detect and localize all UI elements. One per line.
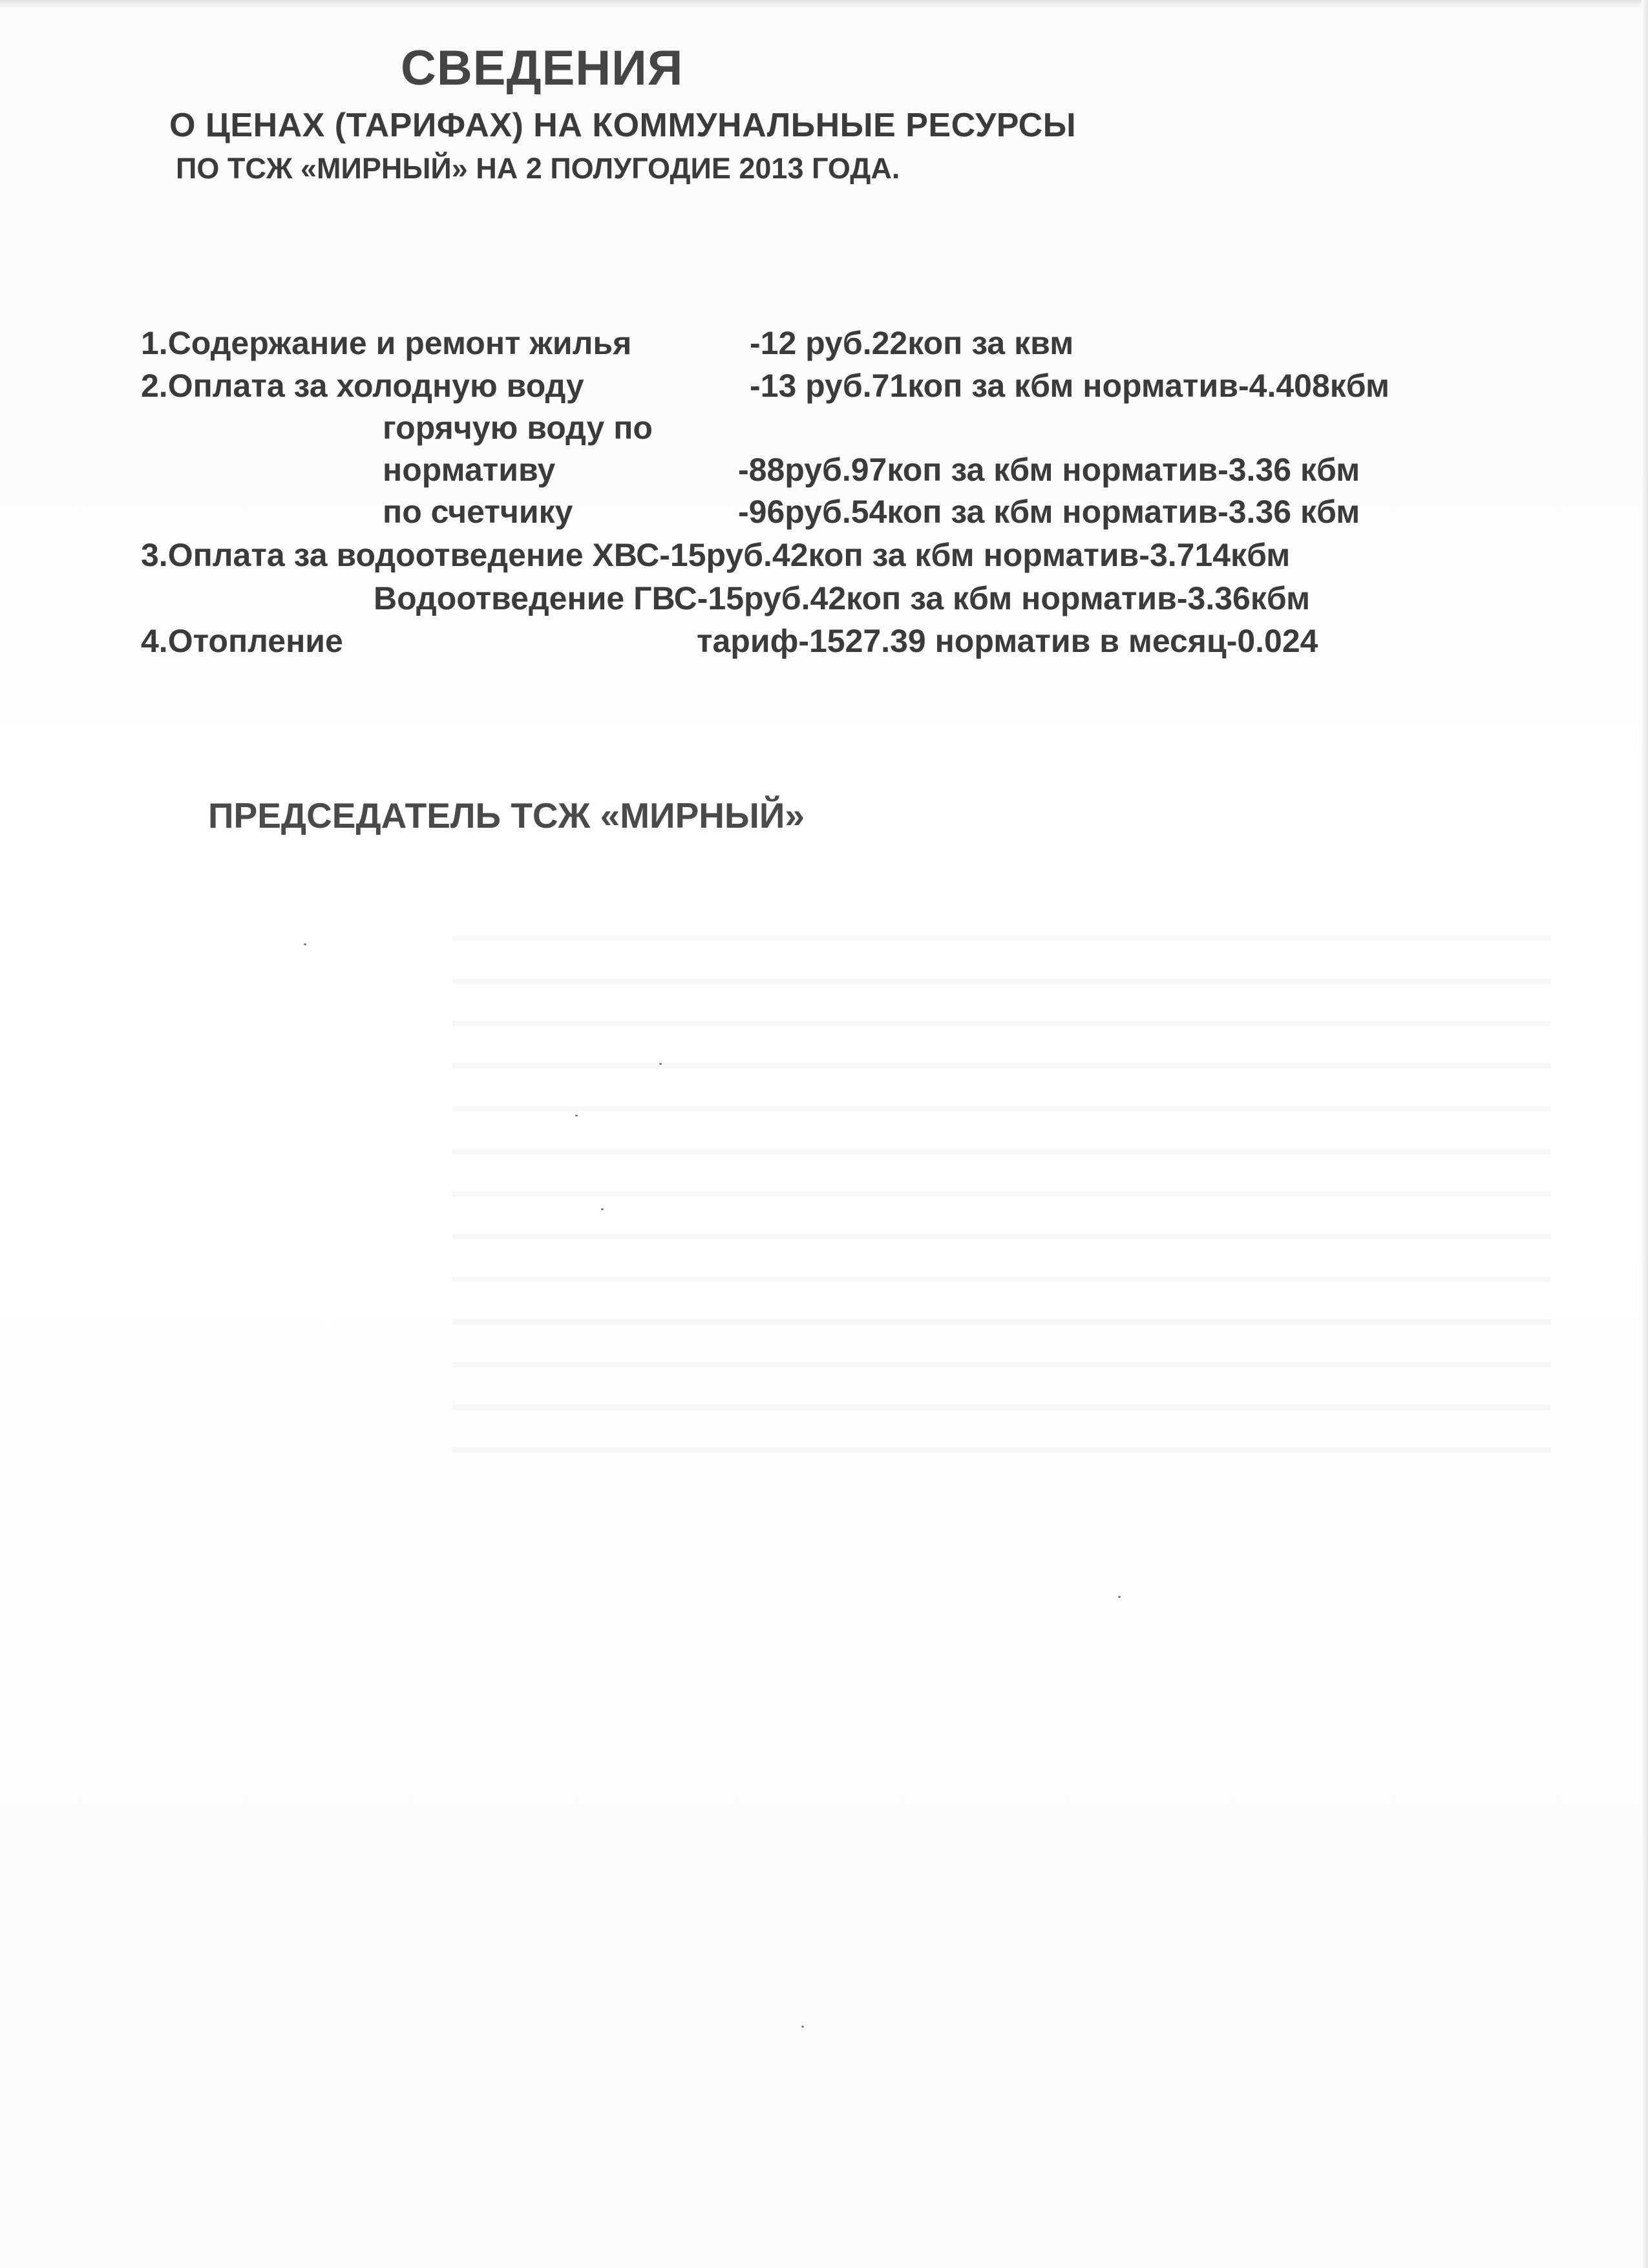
item-label: 2.Оплата за холодную воду: [141, 368, 584, 404]
item-value: -13 руб.71коп за кбм норматив-4.408кбм: [750, 368, 1389, 404]
item-label: нормативу: [383, 452, 556, 488]
item-label: 4.Отопление: [141, 623, 343, 659]
item-label: 1.Содержание и ремонт жилья: [141, 325, 632, 361]
item-value: -88руб.97коп за кбм норматив-3.36 кбм: [738, 452, 1360, 488]
document-subtitle-line1: О ЦЕНАХ (ТАРИФАХ) НА КОММУНАЛЬНЫЕ РЕСУРСЫ: [169, 107, 1077, 144]
item-value: -96руб.54коп за кбм норматив-3.36 кбм: [738, 494, 1360, 530]
item-label: 3.Оплата за водоотведение ХВС-15руб.42коп за кбм норматив-3.714кбм: [141, 537, 1291, 573]
document-subtitle-line2: ПО ТСЖ «МИРНЫЙ» НА 2 ПОЛУГОДИЕ 2013 ГОДА.: [176, 152, 900, 185]
item-label: Водоотведение ГВС-15руб.42коп за кбм норматив-3.36кбм: [374, 580, 1311, 616]
item-label: горячую воду по: [383, 410, 653, 446]
scan-speck: [1118, 1596, 1121, 1598]
scan-edge-right: [1642, 0, 1648, 2268]
item-label: по счетчику: [383, 494, 573, 530]
scan-speck: [304, 943, 306, 945]
item-value: тариф-1527.39 норматив в месяц-0.024: [697, 623, 1318, 659]
scan-speck: [575, 1115, 578, 1117]
item-value: -12 руб.22коп за квм: [750, 325, 1074, 361]
scan-speck: [801, 2026, 804, 2028]
scan-edge-top: [0, 0, 1648, 9]
chairman-signature: ПРЕДСЕДАТЕЛЬ ТСЖ «МИРНЫЙ»: [208, 795, 805, 835]
scan-speck: [659, 1063, 662, 1065]
scan-speck: [601, 1208, 604, 1210]
document-title: СВЕДЕНИЯ: [401, 41, 684, 96]
bleed-through-shadow: [452, 905, 1551, 1486]
